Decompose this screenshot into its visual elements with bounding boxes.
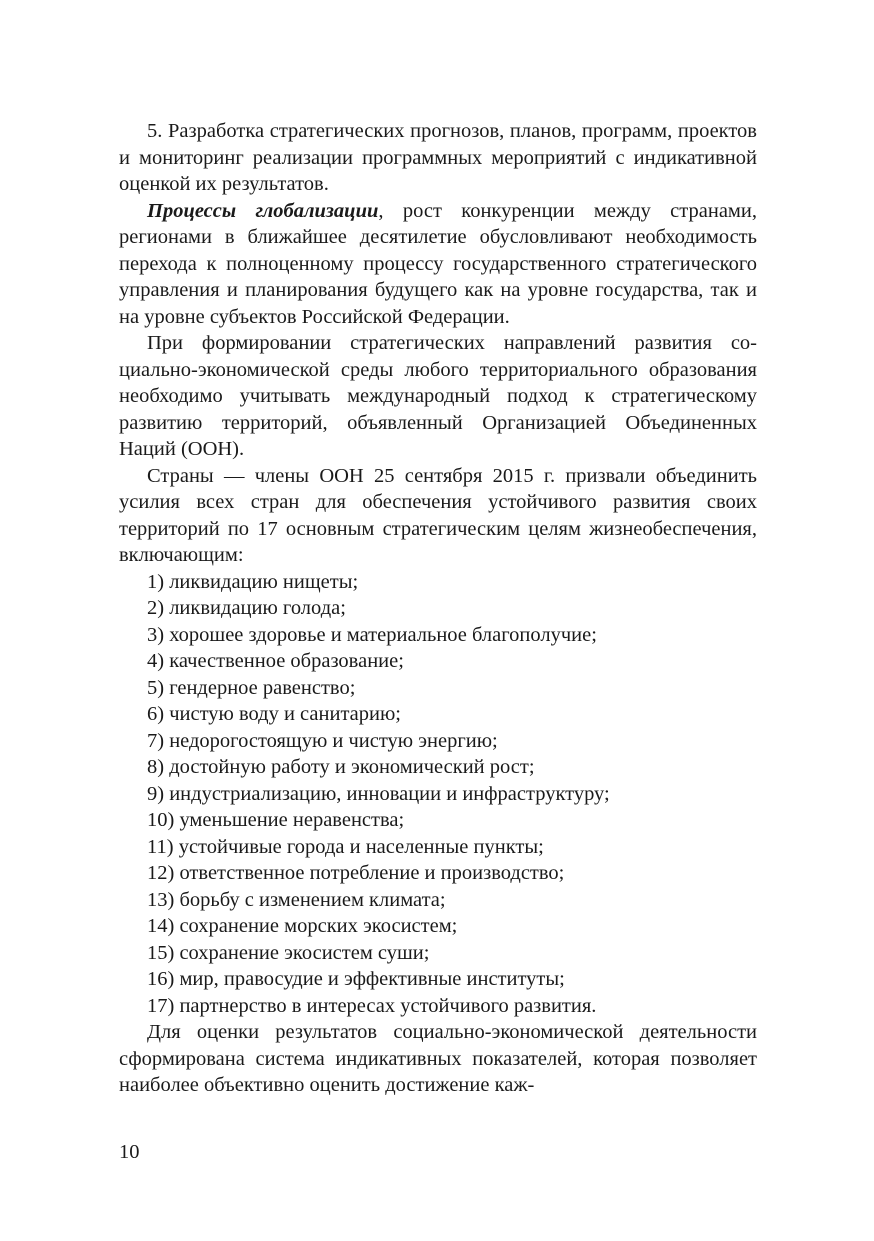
goals-list — [119, 569, 757, 1020]
paragraph-un-approach: При формировании стратегических направлений развития социально-экономической среды любого территориального образования необходимо учитывать международный подход к стратегическому развитию территорий, объявленный Организацией Объединенных Наций (ООН). — [119, 332, 757, 460]
paragraph-strategic-forecasts: 5. Разработка стратегических прогнозов, планов, программ, проектов и мониторинг реализации программных мероприятий с индикативной оценкой их результатов. — [119, 120, 757, 195]
list-item: 1) ликвидацию нищеты; — [147, 570, 359, 593]
paragraph-globalization — [119, 198, 757, 331]
list-item: 10) уменьшение неравенства; — [147, 809, 405, 831]
paragraph-indicators: Для оценки результатов социально-экономической деятельности сформирована система индикативных показателей, которая позволяет наиболее объективно оценить достижение каж- — [119, 1021, 757, 1096]
list-item: 2) ликвидацию голода; — [147, 597, 346, 619]
list-item: 4) качественное образование; — [147, 650, 404, 672]
page-number: 10 — [119, 1141, 140, 1163]
list-item: 15) сохранение экосистем суши; — [147, 941, 430, 964]
list-item: 9) индустриализацию, инновации и инфраструктуру; — [147, 782, 610, 805]
list-item: 8) достойную работу и экономический рост; — [147, 756, 535, 778]
paragraph-un-members: Страны — члены ООН 25 сентября 2015 г. призвали объединить усилия всех стран для обеспечения устойчивого развития своих территорий по 17 основным стратегическим целям жизнеобеспечения, включающим: — [119, 464, 757, 566]
list-item: 12) ответственное потребление и производство; — [147, 862, 565, 884]
term-globalization: Процессы глобализации — [147, 199, 379, 222]
list-item: 14) сохранение морских экосистем; — [147, 915, 458, 937]
list-item: 16) мир, правосудие и эффективные институты; — [147, 968, 565, 990]
page-body — [119, 118, 757, 1099]
list-item: 13) борьбу с изменением климата; — [147, 888, 446, 911]
list-item: 3) хорошее здоровье и материальное благополучие; — [147, 623, 597, 646]
list-item: 5) гендерное равенство; — [147, 676, 356, 699]
list-item: 11) устойчивые города и населенные пункты; — [147, 835, 544, 858]
paragraph-globalization-text: , рост конкуренции между странами, регионами в ближайшее десятилетие обусловливают необходимость перехода к полноценному процессу государственного стратегического управления и планирования будущего как на уровне государства, так и на уровне субъектов Российской Федерации. — [119, 199, 757, 328]
list-item: 6) чистую воду и санитарию; — [147, 703, 401, 725]
list-item: 7) недорогостоящую и чистую энергию; — [147, 729, 498, 752]
list-item: 17) партнерство в интересах устойчивого развития. — [147, 994, 597, 1017]
